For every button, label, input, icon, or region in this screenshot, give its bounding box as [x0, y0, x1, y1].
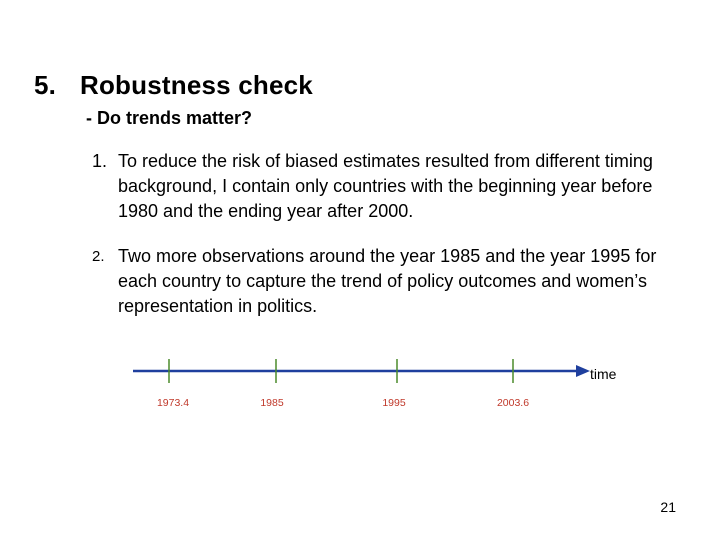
list-item-text: To reduce the risk of biased estimates resulted from different timing background, I contain only countries with the beginning year before 1980 and the ending year after 2000. [118, 151, 653, 221]
page-number: 21 [660, 499, 676, 515]
timeline-tick-label: 1995 [382, 397, 406, 409]
timeline-axis-label: time [590, 366, 617, 382]
timeline-arrowhead [576, 365, 590, 377]
list-item-marker: 1. [92, 151, 108, 171]
timeline-tick-label: 2003.6 [496, 397, 530, 409]
slide-subtitle: - Do trends matter? [86, 108, 253, 128]
timeline-tick-label: 1985 [260, 397, 284, 409]
title-text: Robustness check [80, 70, 313, 100]
timeline-tick-label: 1973.4 [156, 397, 190, 409]
list-item-text: Two more observations around the year 1985 and the year 1995 for each country to capture the trend of policy outcomes and women’s representation in politics. [118, 246, 657, 316]
title-number: 5. [34, 70, 57, 100]
list-item-marker: 2. [92, 248, 105, 265]
